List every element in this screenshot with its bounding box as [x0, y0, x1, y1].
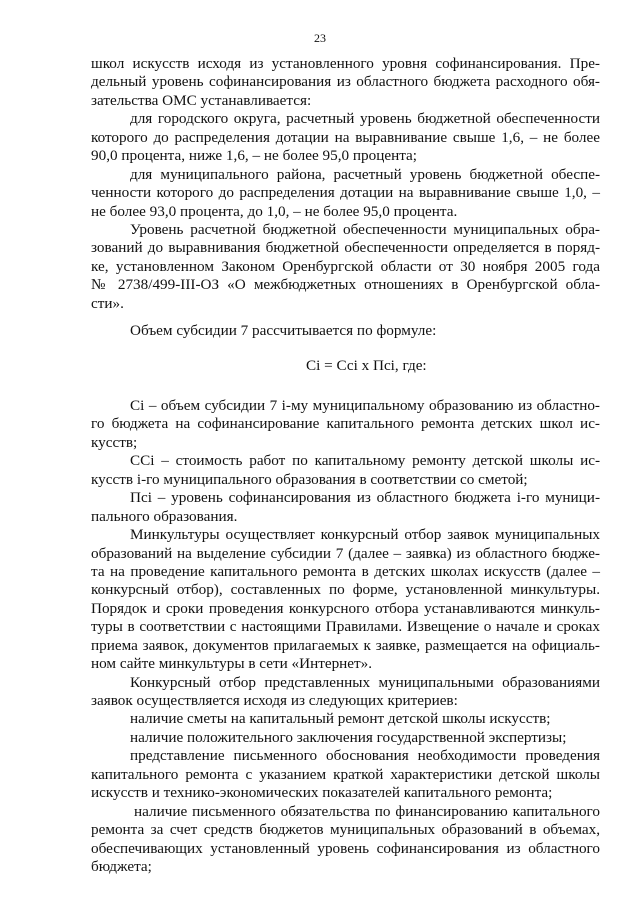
text-line: зований до выравнивания бюджетной обеспеченности определяется в поряд- — [91, 239, 600, 257]
text-line: пального образования. — [91, 507, 238, 525]
text-line: туры в соответствии с настоящими Правилами. Извещение о начале и сроках — [91, 618, 600, 636]
text-line: образований на выделение субсидии 7 (далее – заявка) из областного бюдже- — [91, 544, 600, 562]
text-line: Уровень расчетной бюджетной обеспеченности муниципальных обра- — [130, 220, 600, 238]
text-line: наличие положительного заключения государственной экспертизы; — [130, 728, 567, 746]
text-line: ССi – стоимость работ по капитальному ремонту детской школы ис- — [130, 452, 600, 470]
criterion-justification — [91, 747, 600, 802]
text-line: заявок осуществляется исходя из следующих критериев: — [91, 692, 458, 709]
formula-line: Сi = Ссi х Псi, где: — [306, 356, 427, 374]
text-line: № 2738/499-III-ОЗ «О межбюджетных отношениях в Оренбургской обла- — [91, 276, 600, 294]
text-line: 90,0 процента, ниже 1,6, – не более 95,0 процента; — [91, 147, 418, 165]
text-line: капитального ремонта с указанием краткой характеристики детской школы — [91, 765, 600, 783]
text-line: не более 93,0 процента, до 1,0, – не более 95,0 процента. — [91, 202, 458, 220]
text-line: наличие письменного обязательства по финансированию капитального — [134, 802, 600, 820]
paragraph-1 — [91, 55, 600, 110]
text-line: Объем субсидии 7 рассчитывается по формуле: — [130, 322, 437, 340]
text-line: искусств и технико-экономических показателей капитального ремонта; — [91, 784, 553, 802]
criterion-estimate — [91, 710, 600, 728]
criterion-obligation — [91, 803, 600, 877]
paragraph-definition-pci — [91, 489, 600, 526]
text-line: для муниципального района, расчетный уровень бюджетной обеспе- — [130, 165, 600, 183]
paragraph-definition-cci — [91, 452, 600, 489]
paragraph-city-district — [91, 110, 600, 165]
text-line: ном сайте минкультуры в сети «Интернет». — [91, 655, 373, 673]
text-line: Конкурсный отбор представленных муниципальными образованиями — [130, 673, 600, 691]
paragraph-budget-level — [91, 221, 600, 313]
paragraph-municipal-district — [91, 166, 600, 221]
text-line: обеспечивающих установленный уровень софинансирования из областного — [91, 839, 600, 857]
text-line: конкурсный отбор), составленных по форме, установленной минкультуры. — [91, 581, 600, 599]
text-line: кусств; — [91, 433, 138, 451]
criterion-expertise — [91, 729, 600, 747]
text-line: Минкультуры осуществляет конкурсный отбор заявок муниципальных — [130, 526, 600, 544]
page-number: 23 — [314, 31, 326, 45]
text-line: для городского округа, расчетный уровень бюджетной обеспеченности — [130, 110, 600, 128]
paragraph-formula-intro — [91, 322, 600, 340]
text-line: ченности которого до распределения дотации на выравнивание свыше 1,0, – — [91, 184, 600, 202]
text-line: Порядок и сроки проведения конкурсного отбора устанавливаются минкуль- — [91, 599, 600, 617]
formula — [91, 357, 600, 375]
text-line: ремонта за счет средств бюджетов муниципальных образований в объемах, — [91, 821, 600, 839]
text-line: школ искусств исходя из установленного уровня софинансирования. Пре- — [91, 55, 600, 72]
paragraph-criteria-intro — [91, 674, 600, 711]
document-body — [91, 55, 600, 876]
text-line: Псi – уровень софинансирования из областного бюджета i-го муници- — [130, 489, 600, 507]
text-line: дельный уровень софинансирования из областного бюджета расходного обя- — [91, 73, 600, 91]
text-line: та на проведение капитального ремонта в детских школах искусств (далее – — [91, 562, 600, 580]
text-line: наличие сметы на капитальный ремонт детской школы искусств; — [130, 710, 551, 728]
text-line: ке, установленном Законом Оренбургской области от 30 ноября 2005 года — [91, 257, 600, 275]
text-line: кусств i-го муниципального образования в соответствии со сметой; — [91, 470, 528, 488]
text-line: приема заявок, документов прилагаемых к заявке, размещается на официаль- — [91, 636, 600, 654]
text-line: сти». — [91, 294, 124, 312]
text-line: бюджета; — [91, 857, 152, 875]
text-line: зательства ОМС устанавливается: — [91, 91, 312, 109]
text-line: представление письменного обоснования необходимости проведения — [130, 747, 600, 765]
text-line: го бюджета на софинансирование капитального ремонта детских школ ис- — [91, 415, 600, 433]
text-line: которого до распределения дотации на выравнивание свыше 1,6, – не более — [91, 128, 600, 146]
text-line: Сi – объем субсидии 7 i-му муниципальному образованию из областно- — [130, 397, 600, 414]
paragraph-definition-ci — [91, 397, 600, 452]
paragraph-competitive-selection — [91, 526, 600, 674]
